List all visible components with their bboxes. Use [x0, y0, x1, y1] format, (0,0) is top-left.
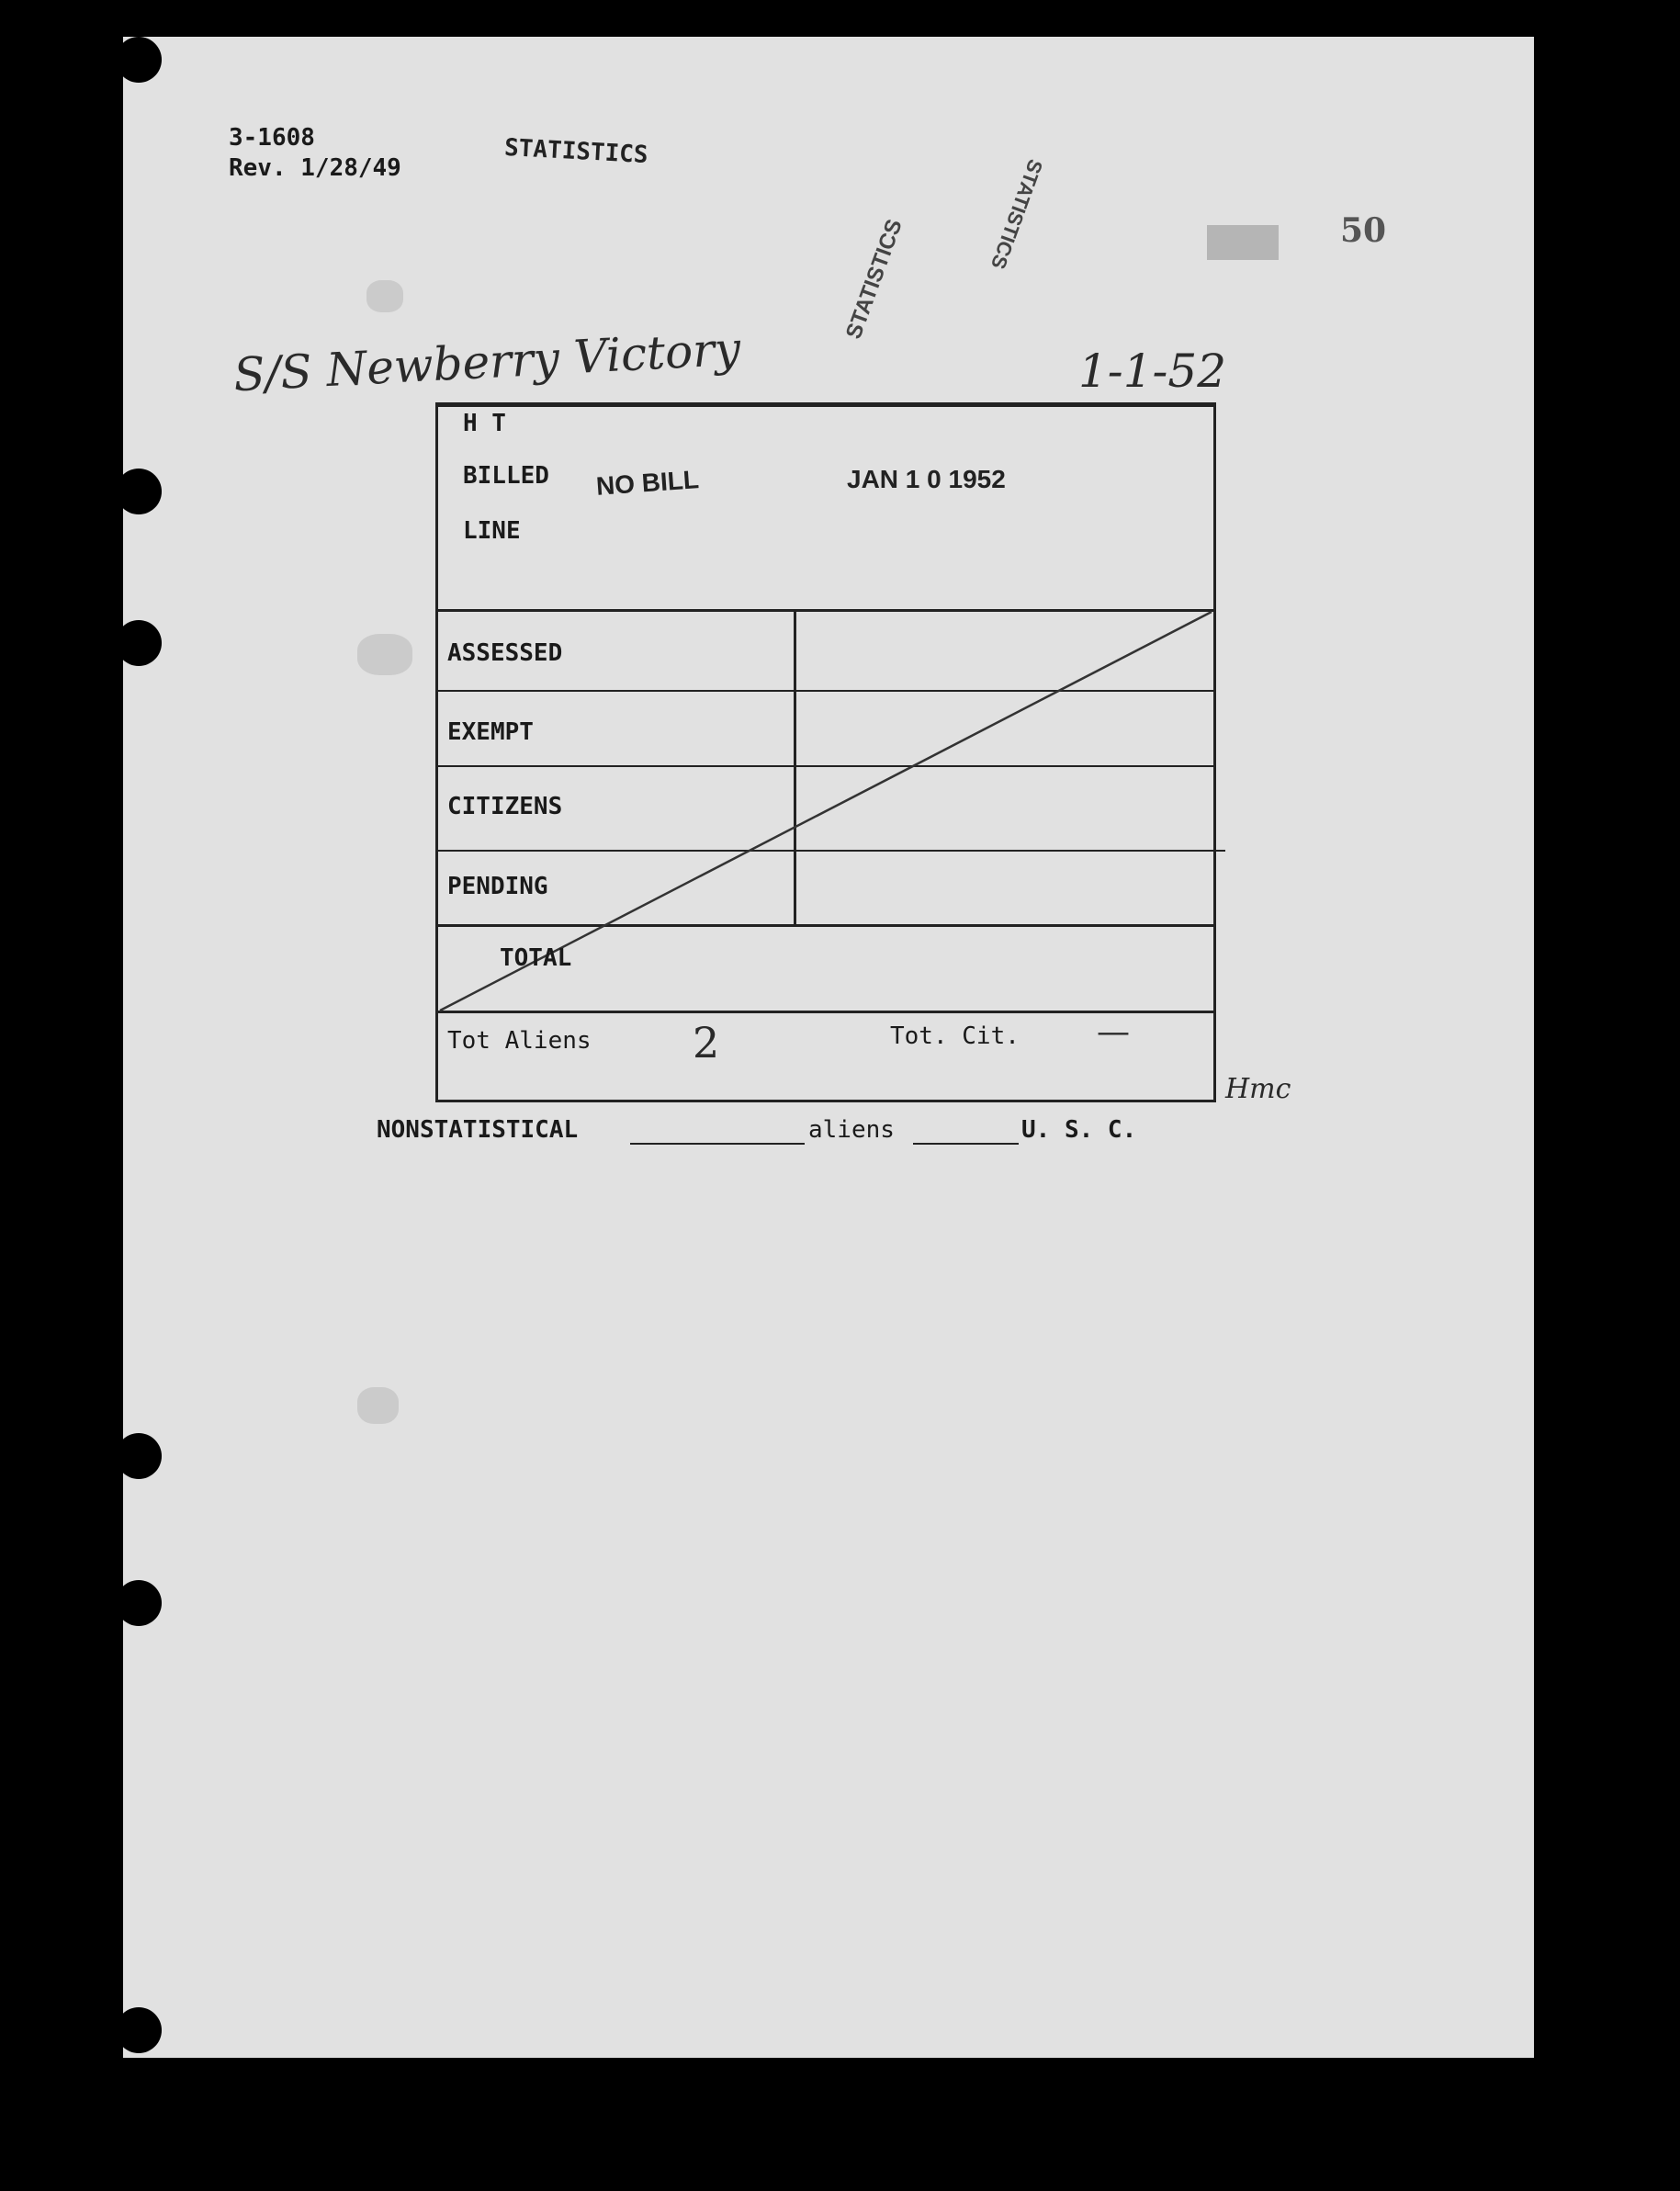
form-number: 3-1608	[229, 124, 315, 152]
page-number: 50	[1340, 211, 1387, 250]
no-bill-stamp: NO BILL	[595, 465, 700, 501]
received-date-stamp: JAN 1 0 1952	[847, 465, 1006, 493]
punch-hole	[116, 1580, 162, 1626]
ht-label: H T	[463, 410, 506, 437]
assessed-label: ASSESSED	[447, 639, 563, 667]
faded-stamp-mark	[1207, 225, 1279, 260]
punch-hole	[116, 37, 162, 83]
total-label: TOTAL	[500, 944, 572, 972]
aliens-label: aliens	[808, 1116, 895, 1144]
diagonal-cancel-line	[435, 402, 1216, 1102]
citizens-label: CITIZENS	[447, 793, 563, 820]
line-label: LINE	[463, 517, 521, 545]
smudge	[357, 1387, 399, 1424]
ship-name: S/S Newberry Victory	[231, 322, 742, 402]
tot-aliens-label: Tot Aliens	[447, 1027, 592, 1055]
statistics-form	[435, 402, 1291, 1105]
tot-aliens-value: 2	[693, 1018, 720, 1067]
punch-hole	[116, 1433, 162, 1479]
form-revision: Rev. 1/28/49	[229, 154, 401, 182]
punch-hole	[116, 2007, 162, 2053]
pending-label: PENDING	[447, 873, 548, 900]
ship-date: 1-1-52	[1078, 344, 1227, 398]
smudge	[357, 634, 412, 675]
punch-hole	[116, 469, 162, 514]
nonstatistical-label: NONSTATISTICAL	[377, 1116, 579, 1144]
smudge	[366, 280, 403, 312]
tot-cit-value: —	[1097, 1013, 1130, 1051]
exempt-label: EXEMPT	[447, 718, 534, 746]
punch-hole	[116, 620, 162, 666]
faded-statistics-stamp: STATISTICS	[986, 156, 1048, 273]
usc-label: U. S. C.	[1021, 1116, 1137, 1144]
tot-cit-label: Tot. Cit.	[890, 1022, 1020, 1050]
aliens-blank	[913, 1143, 1019, 1145]
billed-label: BILLED	[463, 462, 549, 490]
initials: Hmc	[1225, 1073, 1291, 1105]
document-page	[123, 37, 1534, 2058]
faded-statistics-stamp: STATISTICS	[840, 216, 908, 343]
statistics-stamp: STATISTICS	[503, 133, 649, 170]
nonstatistical-blank	[630, 1143, 805, 1145]
